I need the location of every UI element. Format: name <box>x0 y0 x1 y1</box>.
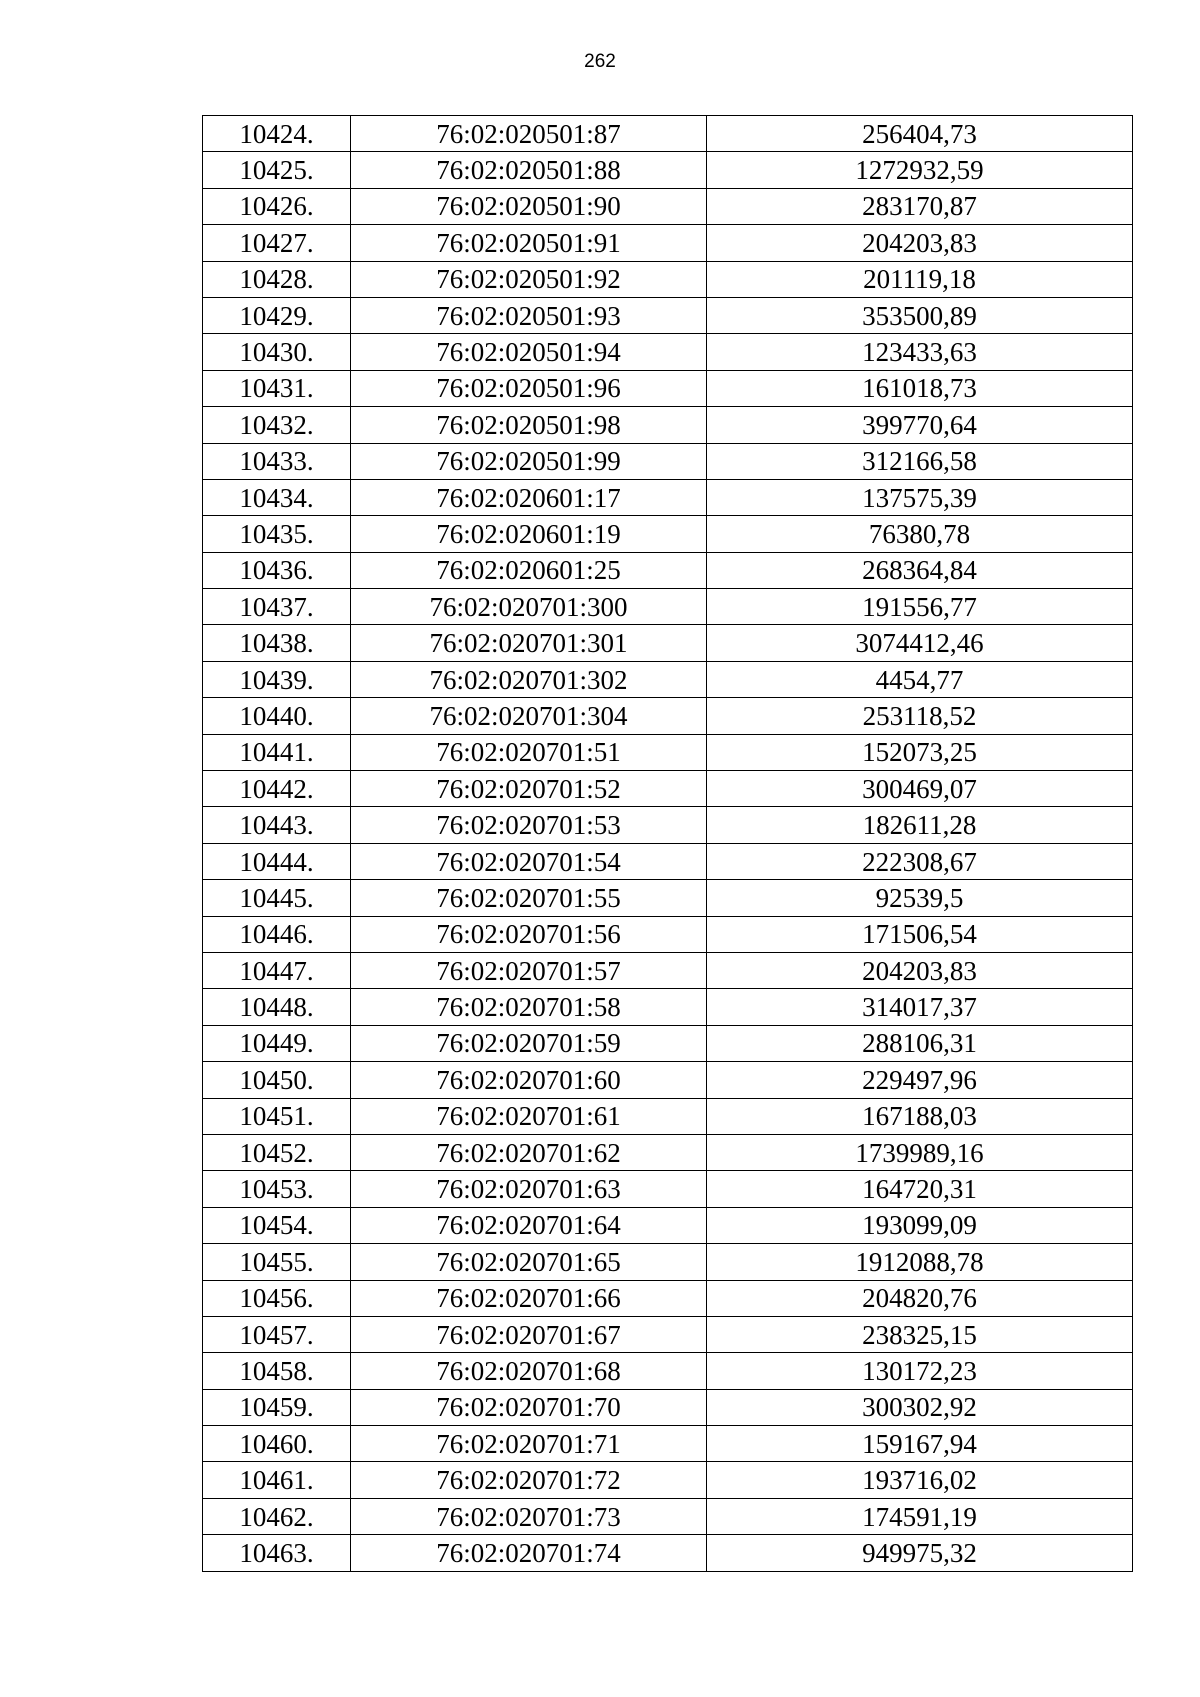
cadastral-number-cell: 76:02:020701:73 <box>351 1498 707 1534</box>
row-number-cell: 10462. <box>203 1498 351 1534</box>
table-row <box>203 771 1133 807</box>
table-row <box>203 479 1133 515</box>
cadastral-number-cell: 76:02:020701:300 <box>351 589 707 625</box>
row-number-cell: 10433. <box>203 443 351 479</box>
row-number-cell: 10441. <box>203 734 351 770</box>
cadastral-number-cell: 76:02:020701:70 <box>351 1389 707 1425</box>
row-number-cell: 10463. <box>203 1535 351 1571</box>
cadastral-number-cell: 76:02:020501:94 <box>351 334 707 370</box>
cadastral-value-cell: 4454,77 <box>707 661 1133 697</box>
row-number-cell: 10424. <box>203 116 351 152</box>
row-number-cell: 10428. <box>203 261 351 297</box>
cadastral-number-cell: 76:02:020701:302 <box>351 661 707 697</box>
row-number-cell: 10434. <box>203 479 351 515</box>
cadastral-value-cell: 399770,64 <box>707 407 1133 443</box>
row-number-cell: 10430. <box>203 334 351 370</box>
cadastral-value-cell: 137575,39 <box>707 479 1133 515</box>
row-number-cell: 10438. <box>203 625 351 661</box>
cadastral-number-cell: 76:02:020701:61 <box>351 1098 707 1134</box>
table-row <box>203 370 1133 406</box>
row-number-cell: 10455. <box>203 1244 351 1280</box>
cadastral-value-cell: 123433,63 <box>707 334 1133 370</box>
table-row <box>203 1535 1133 1571</box>
row-number-cell: 10443. <box>203 807 351 843</box>
row-number-cell: 10435. <box>203 516 351 552</box>
table-row <box>203 843 1133 879</box>
table-row <box>203 116 1133 152</box>
table-row <box>203 625 1133 661</box>
table-row <box>203 880 1133 916</box>
table-row <box>203 1098 1133 1134</box>
row-number-cell: 10450. <box>203 1062 351 1098</box>
cadastral-number-cell: 76:02:020601:25 <box>351 552 707 588</box>
row-number-cell: 10429. <box>203 297 351 333</box>
row-number-cell: 10457. <box>203 1316 351 1352</box>
row-number-cell: 10437. <box>203 589 351 625</box>
row-number-cell: 10439. <box>203 661 351 697</box>
table-row <box>203 1062 1133 1098</box>
table-row <box>203 225 1133 261</box>
cadastral-value-cell: 312166,58 <box>707 443 1133 479</box>
cadastral-value-cell: 229497,96 <box>707 1062 1133 1098</box>
table-row <box>203 1389 1133 1425</box>
table-row <box>203 589 1133 625</box>
row-number-cell: 10448. <box>203 989 351 1025</box>
table-row <box>203 334 1133 370</box>
cadastral-value-cell: 300302,92 <box>707 1389 1133 1425</box>
row-number-cell: 10440. <box>203 698 351 734</box>
row-number-cell: 10436. <box>203 552 351 588</box>
table-row <box>203 552 1133 588</box>
table-row <box>203 1244 1133 1280</box>
table-row <box>203 297 1133 333</box>
cadastral-number-cell: 76:02:020501:98 <box>351 407 707 443</box>
cadastral-value-cell: 300469,07 <box>707 771 1133 807</box>
table-row <box>203 1134 1133 1170</box>
table-row <box>203 261 1133 297</box>
cadastral-value-cell: 283170,87 <box>707 188 1133 224</box>
row-number-cell: 10449. <box>203 1025 351 1061</box>
row-number-cell: 10456. <box>203 1280 351 1316</box>
cadastral-value-cell: 167188,03 <box>707 1098 1133 1134</box>
cadastral-number-cell: 76:02:020701:74 <box>351 1535 707 1571</box>
cadastral-value-cell: 130172,23 <box>707 1353 1133 1389</box>
cadastral-number-cell: 76:02:020701:304 <box>351 698 707 734</box>
table-row <box>203 916 1133 952</box>
cadastral-value-cell: 191556,77 <box>707 589 1133 625</box>
cadastral-value-cell: 1912088,78 <box>707 1244 1133 1280</box>
table-row <box>203 734 1133 770</box>
cadastral-number-cell: 76:02:020701:64 <box>351 1207 707 1243</box>
cadastral-value-cell: 76380,78 <box>707 516 1133 552</box>
cadastral-value-cell: 238325,15 <box>707 1316 1133 1352</box>
cadastral-number-cell: 76:02:020701:67 <box>351 1316 707 1352</box>
cadastral-value-cell: 161018,73 <box>707 370 1133 406</box>
cadastral-number-cell: 76:02:020701:51 <box>351 734 707 770</box>
table-row <box>203 516 1133 552</box>
row-number-cell: 10454. <box>203 1207 351 1243</box>
row-number-cell: 10451. <box>203 1098 351 1134</box>
cadastral-number-cell: 76:02:020701:66 <box>351 1280 707 1316</box>
table-row <box>203 661 1133 697</box>
cadastral-number-cell: 76:02:020701:59 <box>351 1025 707 1061</box>
cadastral-number-cell: 76:02:020701:53 <box>351 807 707 843</box>
row-number-cell: 10431. <box>203 370 351 406</box>
row-number-cell: 10461. <box>203 1462 351 1498</box>
page-number: 262 <box>584 51 616 72</box>
table-row <box>203 407 1133 443</box>
table-row <box>203 1316 1133 1352</box>
cadastral-number-cell: 76:02:020701:54 <box>351 843 707 879</box>
table-row <box>203 698 1133 734</box>
cadastral-number-cell: 76:02:020501:93 <box>351 297 707 333</box>
row-number-cell: 10460. <box>203 1426 351 1462</box>
table-row <box>203 1498 1133 1534</box>
table-body <box>203 116 1133 1572</box>
cadastral-number-cell: 76:02:020501:96 <box>351 370 707 406</box>
table-row <box>203 1280 1133 1316</box>
cadastral-number-cell: 76:02:020701:72 <box>351 1462 707 1498</box>
cadastral-number-cell: 76:02:020701:57 <box>351 952 707 988</box>
cadastral-number-cell: 76:02:020701:63 <box>351 1171 707 1207</box>
cadastral-value-cell: 204203,83 <box>707 952 1133 988</box>
cadastral-value-cell: 222308,67 <box>707 843 1133 879</box>
cadastral-value-cell: 204203,83 <box>707 225 1133 261</box>
row-number-cell: 10447. <box>203 952 351 988</box>
table-row <box>203 1025 1133 1061</box>
cadastral-value-cell: 193099,09 <box>707 1207 1133 1243</box>
cadastral-number-cell: 76:02:020701:60 <box>351 1062 707 1098</box>
cadastral-number-cell: 76:02:020701:58 <box>351 989 707 1025</box>
cadastral-value-cell: 256404,73 <box>707 116 1133 152</box>
cadastral-value-cell: 159167,94 <box>707 1426 1133 1462</box>
cadastral-value-cell: 1739989,16 <box>707 1134 1133 1170</box>
row-number-cell: 10432. <box>203 407 351 443</box>
cadastral-number-cell: 76:02:020501:92 <box>351 261 707 297</box>
cadastral-value-cell: 314017,37 <box>707 989 1133 1025</box>
row-number-cell: 10442. <box>203 771 351 807</box>
cadastral-number-cell: 76:02:020501:99 <box>351 443 707 479</box>
cadastral-value-cell: 174591,19 <box>707 1498 1133 1534</box>
row-number-cell: 10427. <box>203 225 351 261</box>
table-row <box>203 1462 1133 1498</box>
row-number-cell: 10452. <box>203 1134 351 1170</box>
row-number-cell: 10453. <box>203 1171 351 1207</box>
cadastral-number-cell: 76:02:020701:55 <box>351 880 707 916</box>
cadastral-value-cell: 253118,52 <box>707 698 1133 734</box>
cadastral-number-cell: 76:02:020701:65 <box>351 1244 707 1280</box>
cadastral-value-cell: 288106,31 <box>707 1025 1133 1061</box>
table-row <box>203 952 1133 988</box>
cadastral-value-cell: 182611,28 <box>707 807 1133 843</box>
cadastral-number-cell: 76:02:020501:91 <box>351 225 707 261</box>
cadastral-value-cell: 268364,84 <box>707 552 1133 588</box>
cadastral-number-cell: 76:02:020701:301 <box>351 625 707 661</box>
table-row <box>203 188 1133 224</box>
row-number-cell: 10459. <box>203 1389 351 1425</box>
cadastral-value-cell: 201119,18 <box>707 261 1133 297</box>
table-row <box>203 1353 1133 1389</box>
table-row <box>203 443 1133 479</box>
cadastral-number-cell: 76:02:020601:17 <box>351 479 707 515</box>
cadastral-value-cell: 1272932,59 <box>707 152 1133 188</box>
row-number-cell: 10446. <box>203 916 351 952</box>
cadastral-value-cell: 3074412,46 <box>707 625 1133 661</box>
row-number-cell: 10445. <box>203 880 351 916</box>
row-number-cell: 10425. <box>203 152 351 188</box>
cadastral-value-cell: 353500,89 <box>707 297 1133 333</box>
table-row <box>203 1207 1133 1243</box>
row-number-cell: 10444. <box>203 843 351 879</box>
table-row <box>203 1426 1133 1462</box>
table-row <box>203 152 1133 188</box>
cadastral-number-cell: 76:02:020701:68 <box>351 1353 707 1389</box>
table-row <box>203 1171 1133 1207</box>
cadastral-value-cell: 949975,32 <box>707 1535 1133 1571</box>
cadastral-number-cell: 76:02:020701:71 <box>351 1426 707 1462</box>
cadastral-value-cell: 164720,31 <box>707 1171 1133 1207</box>
cadastral-value-cell: 204820,76 <box>707 1280 1133 1316</box>
cadastral-number-cell: 76:02:020701:52 <box>351 771 707 807</box>
cadastral-value-cell: 193716,02 <box>707 1462 1133 1498</box>
table-row <box>203 807 1133 843</box>
cadastral-number-cell: 76:02:020701:62 <box>351 1134 707 1170</box>
cadastral-number-cell: 76:02:020501:88 <box>351 152 707 188</box>
cadastral-number-cell: 76:02:020601:19 <box>351 516 707 552</box>
cadastral-value-cell: 92539,5 <box>707 880 1133 916</box>
row-number-cell: 10458. <box>203 1353 351 1389</box>
table-row <box>203 989 1133 1025</box>
row-number-cell: 10426. <box>203 188 351 224</box>
cadastral-number-cell: 76:02:020501:90 <box>351 188 707 224</box>
cadastral-value-cell: 171506,54 <box>707 916 1133 952</box>
cadastral-number-cell: 76:02:020501:87 <box>351 116 707 152</box>
cadastral-value-cell: 152073,25 <box>707 734 1133 770</box>
cadastral-value-table <box>202 115 1133 1572</box>
cadastral-number-cell: 76:02:020701:56 <box>351 916 707 952</box>
